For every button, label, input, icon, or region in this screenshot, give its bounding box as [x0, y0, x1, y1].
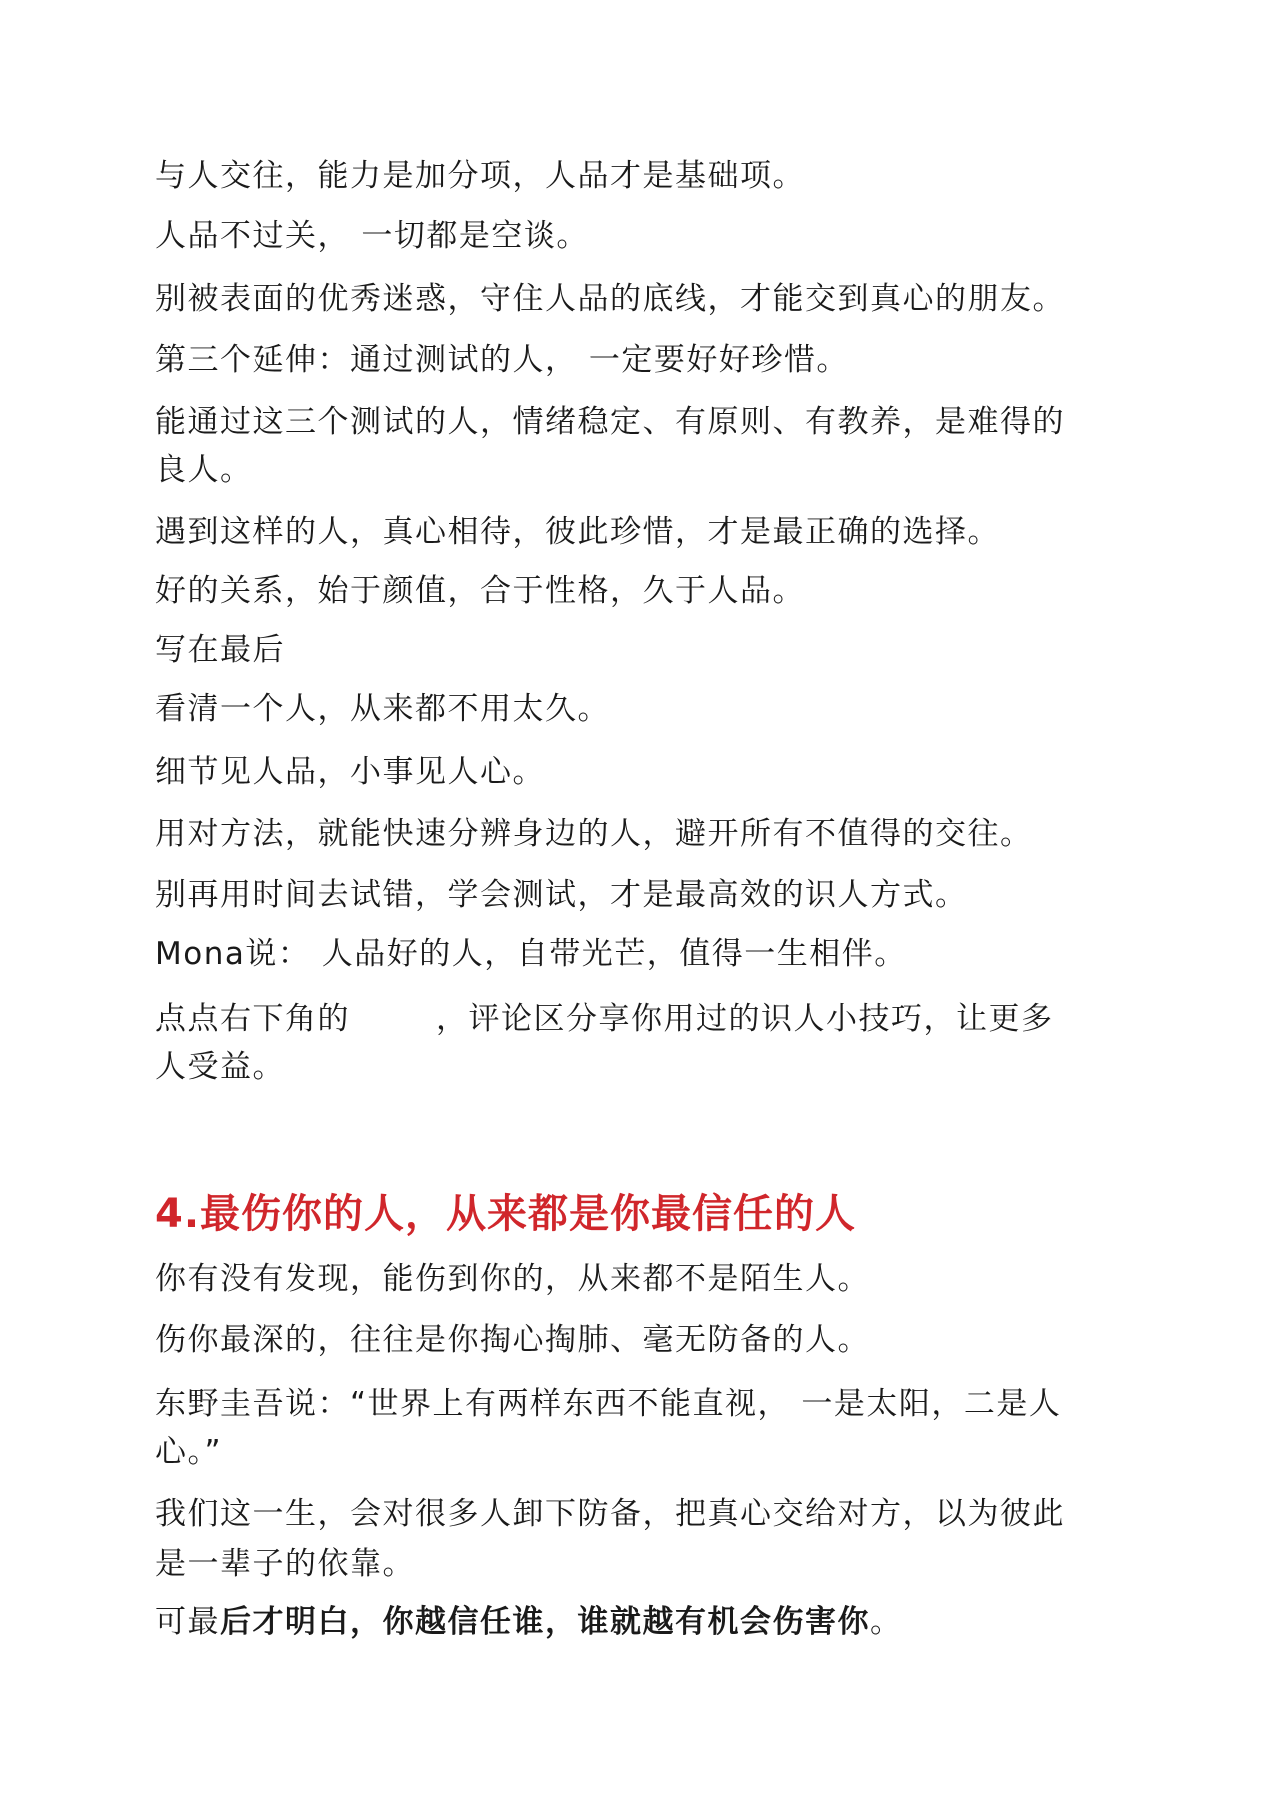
emphasis-text: 后才明白，你越信任谁，谁就越有机会伤害你: [220, 1604, 870, 1640]
paragraph-line: 人受益。: [155, 1049, 285, 1085]
paragraph-line: 良人。: [155, 452, 253, 488]
paragraph-line: 伤你最深的，往往是你掏心掏肺、毫无防备的人。: [155, 1322, 870, 1358]
paragraph-line: 心。”: [155, 1434, 223, 1470]
paragraph-line: 能通过这三个测试的人，情绪稳定、有原则、有教养，是难得的: [155, 404, 1065, 440]
paragraph-line: 细节见人品，小事见人心。: [155, 754, 545, 790]
paragraph-line: 与人交往，能力是加分项，人品才是基础项。: [155, 158, 805, 194]
section-heading: 4.最伤你的人，从来都是你最信任的人: [155, 1191, 857, 1237]
share-line-start: 点点右下角的: [155, 1001, 350, 1037]
paragraph-line: 别被表面的优秀迷惑，守住人品的底线，才能交到真心的朋友。: [155, 281, 1065, 317]
paragraph-line: 好的关系，始于颜值，合于性格，久于人品。: [155, 573, 805, 609]
paragraph-line: 人品不过关， 一切都是空谈。: [155, 218, 589, 254]
paragraph-line: 用对方法，就能快速分辨身边的人，避开所有不值得的交往。: [155, 816, 1033, 852]
emphasis-line-start: 可最: [155, 1604, 220, 1640]
paragraph-line: 看清一个人，从来都不用太久。: [155, 691, 610, 727]
emphasis-line: [155, 1598, 903, 1646]
paragraph-line: 东野圭吾说：“世界上有两样东西不能直视， 一是太阳，二是人: [155, 1386, 1062, 1422]
paragraph-line: Mona说： 人品好的人，自带光芒，值得一生相伴。: [155, 936, 907, 972]
paragraph-line: 第三个延伸：通过测试的人， 一定要好好珍惜。: [155, 342, 849, 378]
paragraph-line: 遇到这样的人，真心相待，彼此珍惜，才是最正确的选择。: [155, 514, 1000, 550]
share-line-end: ，评论区分享你用过的识人小技巧，让更多: [436, 1001, 1054, 1037]
paragraph-line: 是一辈子的依靠。: [155, 1546, 415, 1582]
share-line: [155, 995, 1054, 1043]
paragraph-line: 别再用时间去试错，学会测试，才是最高效的识人方式。: [155, 877, 968, 913]
emphasis-line-end: 。: [870, 1604, 903, 1640]
paragraph-line: 我们这一生，会对很多人卸下防备，把真心交给对方，以为彼此: [155, 1496, 1065, 1532]
paragraph-line: 你有没有发现，能伤到你的，从来都不是陌生人。: [155, 1261, 870, 1297]
paragraph-line: 写在最后: [155, 632, 285, 668]
